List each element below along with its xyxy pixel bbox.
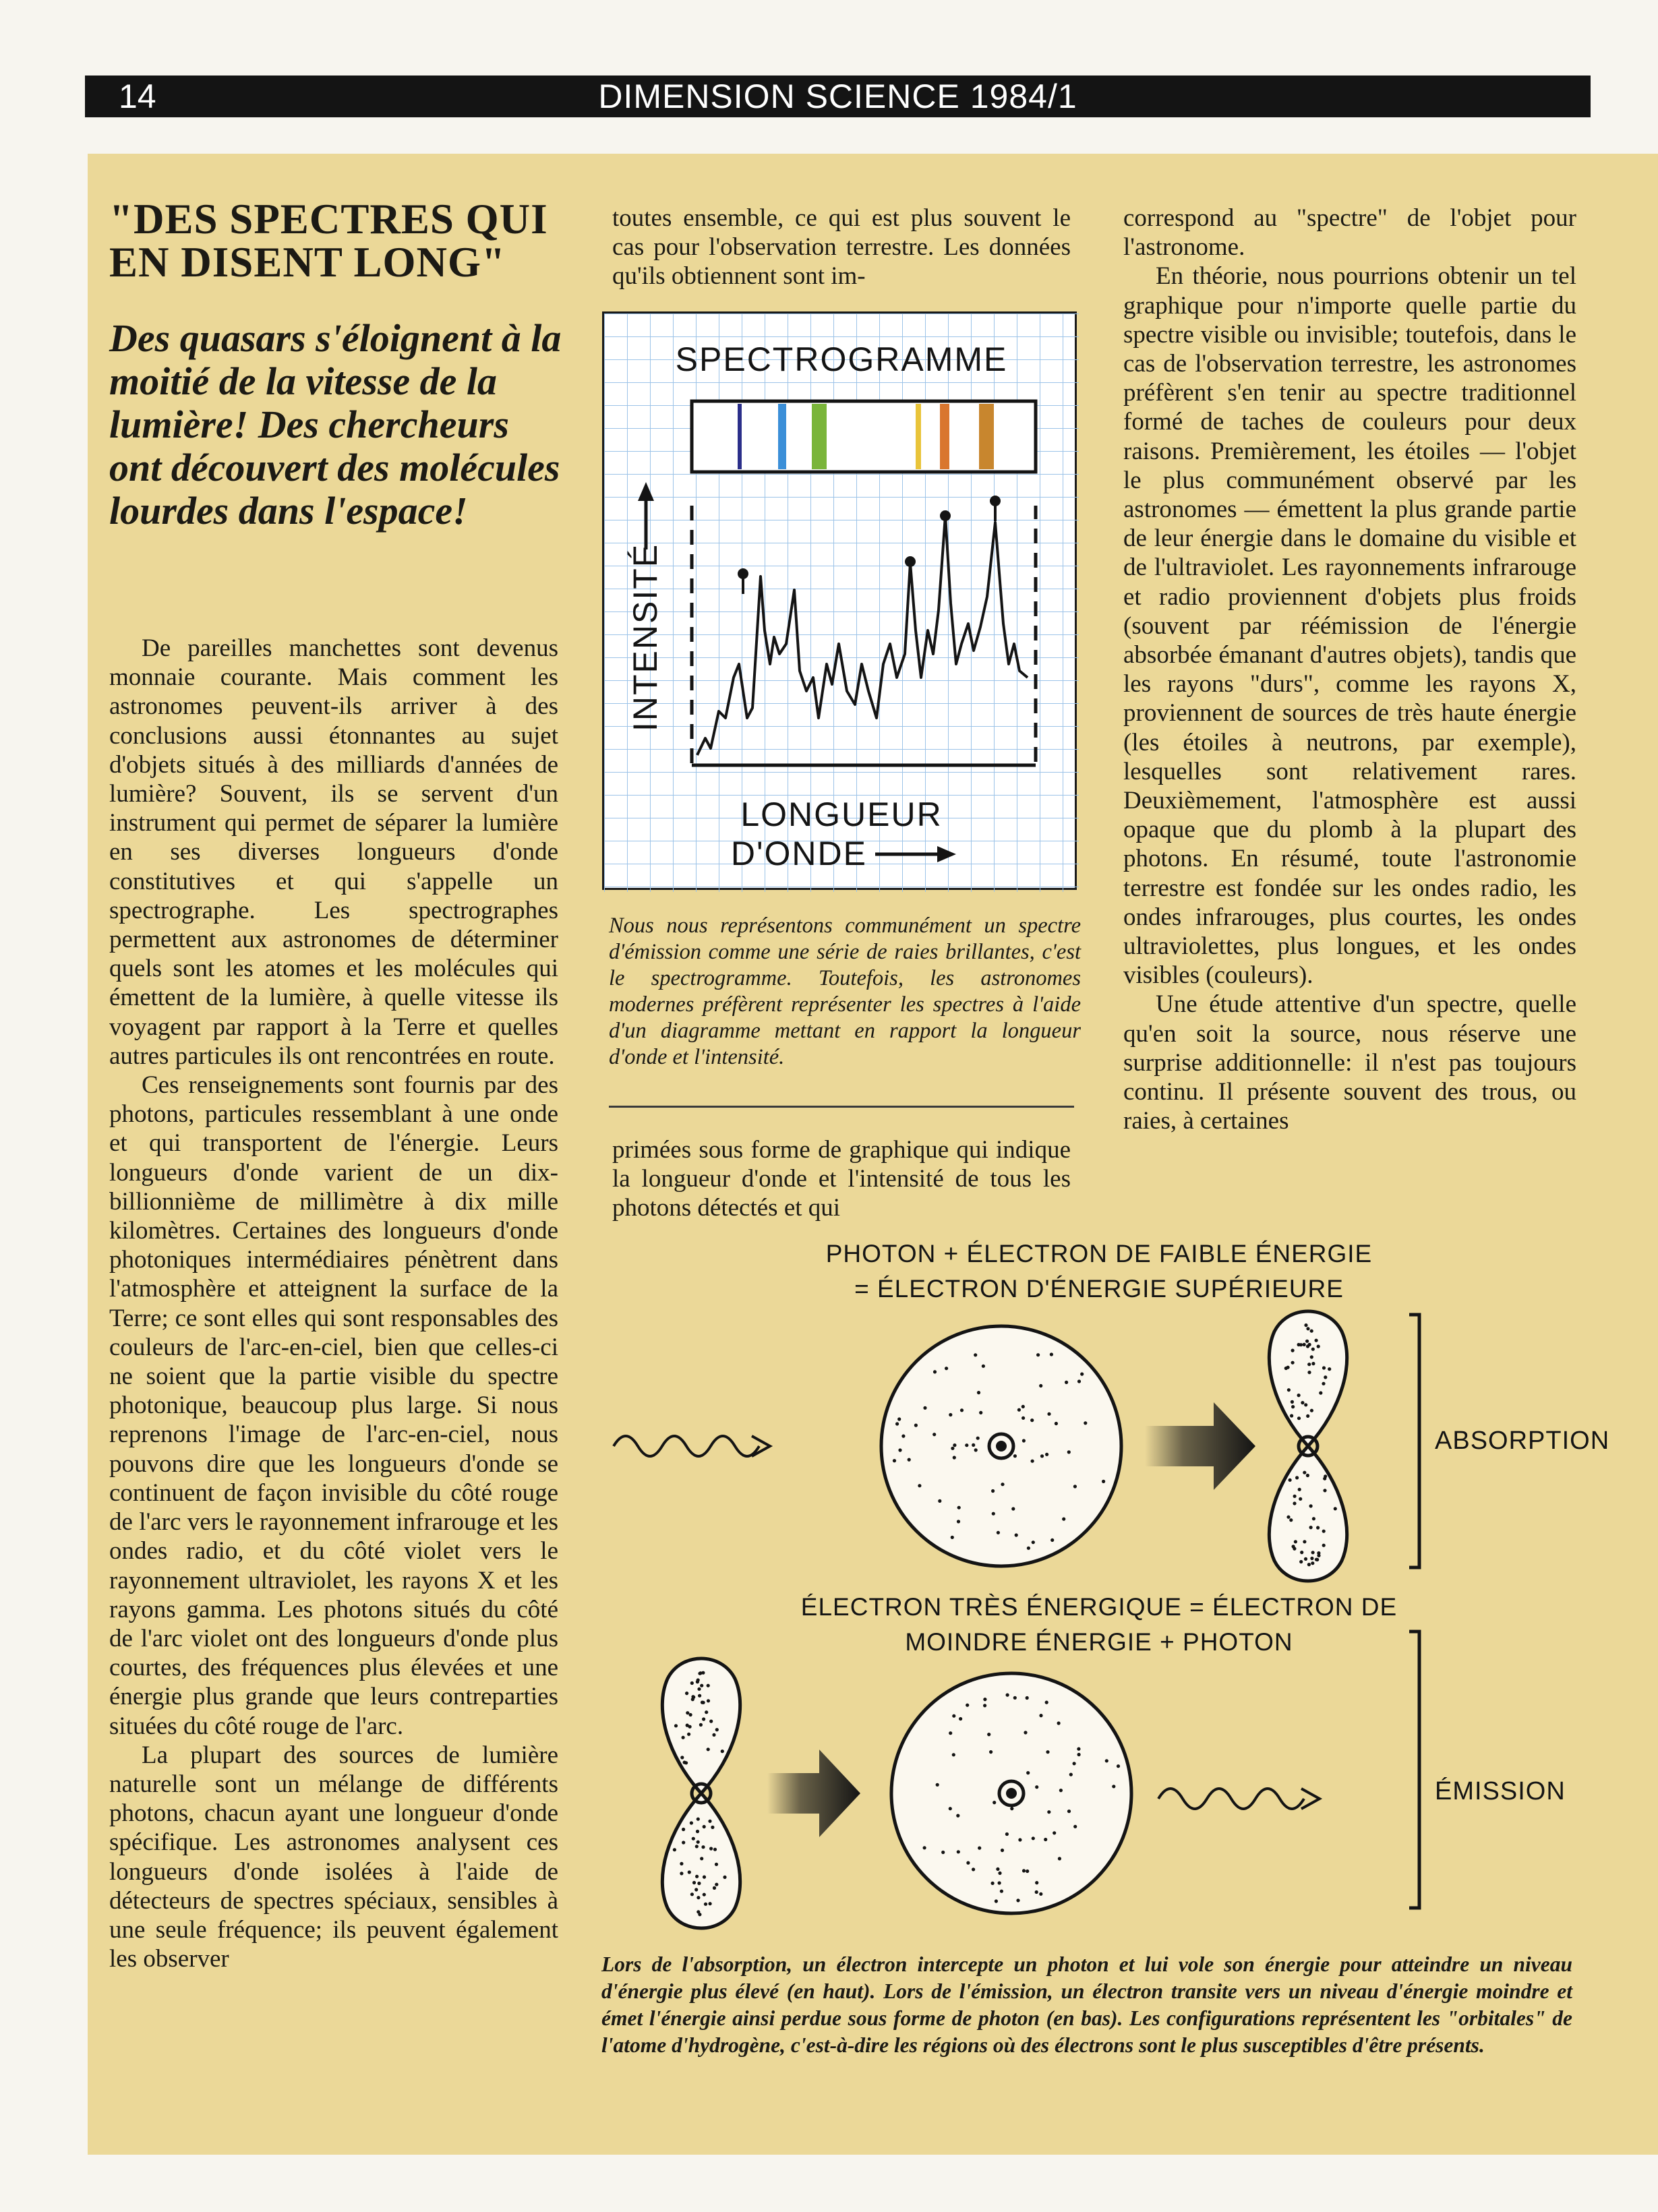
absorption-line2: = ÉLECTRON D'ÉNERGIE SUPÉRIEURE: [854, 1275, 1344, 1303]
high-energy-orbital: [1269, 1311, 1346, 1581]
spectrum-band: [979, 404, 994, 469]
transition-arrow: [767, 1750, 860, 1837]
paragraph: Une étude attentive d'un spectre, quelle qu'en soit la source, nous réserve une surprise additionnelle: il n'est pas toujours continu. Il présente souvent des trous, ou raies, à certaines: [1123, 990, 1576, 1135]
page-number: 14: [119, 78, 156, 115]
spectrum-band: [940, 404, 949, 469]
paragraph: La plupart des sources de lumière naturelle sont un mélange de différents photons, chacun ayant une longueur d'onde spécifique. Les astronomes analysent ces longueurs d'onde isolées à l'aide de détecteurs de spectres spéciaux, sensibles à une seule fréquence; ils peuvent également les observer: [109, 1741, 558, 1973]
emission-label: ÉMISSION: [1435, 1777, 1566, 1805]
x-axis-label-line2: D'ONDE: [730, 835, 867, 872]
column-2-bottom: [612, 1135, 1071, 1223]
spectrogram-figure: [602, 311, 1077, 890]
y-axis-label: INTENSITÉ: [626, 543, 664, 731]
article-subheadline: Des quasars s'éloignent à la moitié de la vitesse de la lumière! Des chercheurs ont découvert des molécules lourdes dans l'espace!: [109, 316, 562, 533]
absorption-line1: PHOTON + ÉLECTRON DE FAIBLE ÉNERGIE: [825, 1240, 1373, 1267]
column-1: [109, 634, 558, 1973]
paragraph: correspond au "spectre" de l'objet pour l'astronome.: [1123, 204, 1576, 262]
publication-title: DIMENSION SCIENCE 1984/1: [598, 78, 1077, 115]
paragraph: En théorie, nous pourrions obtenir un tel graphique pour n'importe quelle partie du spectre visible ou invisible; toutefois, dans le cas de l'observation terrestre, les astronomes préfèrent s'en tenir au spectre traditionnel formé de taches de couleurs pour deux raisons. Premièrement, les étoiles — l'objet le plus communément observé par les astronomes — émettent la plus grande partie de leur énergie dans le domaine du visible et de l'ultraviolet. Les rayonnements infrarouge et radio proviennent d'objets plus froids (souvent par réémission de l'énergie absorbée émanant d'autres objets), tandis que les rayons "durs", comme les rayons X, proviennent de sources de très haute énergie (les étoiles à neutrons, par exemple), lesquelles sont relativement rares. Deuxièmement, l'atmosphère est aussi opaque que du plomb à la plupart des photons. En résumé, toute l'astronomie terrestre est fondée sur les ondes radio, les ondes infrarouges, plus courtes, les ondes ultraviolettes, plus longues, et les ondes visibles (couleurs).: [1123, 262, 1576, 990]
article-headline: "DES SPECTRES QUI EN DISENT LONG": [109, 196, 548, 286]
spectrum-band: [812, 404, 827, 469]
emitted-photon-wave: [1158, 1789, 1304, 1809]
column-3: [1123, 204, 1576, 1136]
absorption-heading: [674, 1236, 1524, 1307]
spectrum-band: [916, 404, 921, 469]
x-axis-label-line1: LONGUEUR: [740, 796, 943, 833]
spectrum-band: [738, 404, 742, 469]
transition-arrow: [1145, 1402, 1255, 1490]
spectrogram-graphic: [604, 313, 1079, 892]
spectrogram-title: SPECTROGRAMME: [675, 340, 1008, 378]
page-header: [85, 76, 1591, 117]
photon-electron-diagram: [593, 1301, 1429, 1935]
absorption-label: ABSORPTION: [1435, 1427, 1610, 1455]
paragraph: primées sous forme de graphique qui indique la longueur d'onde et l'intensité de tous les photons détectés et qui: [612, 1136, 1071, 1222]
emission-line1: ÉLECTRON TRÈS ÉNERGIQUE = ÉLECTRON DE: [800, 1593, 1398, 1621]
high-energy-orbital: [662, 1658, 740, 1928]
emission-line2: MOINDRE ÉNERGIE + PHOTON: [905, 1628, 1293, 1656]
diagram-caption: Lors de l'absorption, un électron intercepte un photon et lui vole son énergie pour atteindre un niveau d'énergie plus élevé (en haut). Lors de l'émission, un électron transite vers un niveau d'énergie moindre et émet l'énergie ainsi perdue sous forme de photon (en bas). Les configurations représentent les "orbitales" de l'atome d'hydrogène, c'est-à-dire les régions où des électrons sont le plus susceptibles d'être présents.: [601, 1952, 1572, 2057]
column-2-top: [612, 204, 1071, 291]
paragraph: Ces renseignements sont fournis par des photons, particules ressemblant à une onde et qui transportent de l'énergie. Leurs longueurs d'onde varient de un dix-billionnième de millimètre à dix mille kilomètres. Certaines des longueurs d'onde photoniques intermédiaires pénètrent dans l'atmosphère et atteignent la surface de la Terre; ce sont elles qui sont responsables des couleurs de l'arc-en-ciel, bien que celles-ci ne soient que la partie visible du spectre photonique, beaucoup plus large. Si nous reprenons l'image de l'arc-en-ciel, nous pouvons dire que les longueurs d'onde se continuent de façon invisible du côté rouge de l'arc vers le rayonnement infrarouge et les ondes radio, et du côté violet vers le rayonnement ultraviolet, les rayons X et les rayons gamma. Les photons situés du côté de l'arc violet ont des longueurs d'onde plus courtes, des fréquences plus élevées et une énergie plus grande que leurs contreparties situées du côté rouge de l'arc.: [109, 1071, 558, 1740]
absorption-bracket: [1409, 1315, 1419, 1567]
spectrogram-caption: Nous nous représentons communément un spectre d'émission comme une série de raies brillantes, c'est le spectrogramme. Toutefois, les astronomes modernes préfèrent représenter les spectres à l'aide d'un diagramme mettant en rapport la longueur d'onde et l'intensité.: [609, 914, 1081, 1069]
divider: [609, 1106, 1074, 1108]
spectrum-band: [778, 404, 786, 469]
incoming-photon-wave: [614, 1436, 759, 1456]
paragraph: De pareilles manchettes sont devenus monnaie courante. Mais comment les astronomes peuvent-ils arriver à des conclusions aussi étonnantes au sujet d'objets situés à des milliards d'années de lumière? Souvent, ils se servent d'un instrument qui permet de séparer la lumière en ses diverses longueurs d'onde constitutives et qui s'appelle un spectrographe. Les spectrographes permettent aux astronomes de déterminer quels sont les atomes et les molécules qui émettent de la lumière, à quelle vitesse ils voyagent par rapport à la Terre et quelles autres particules ils ont rencontrées en route.: [109, 634, 558, 1070]
emission-bracket: [1409, 1632, 1419, 1908]
paragraph: toutes ensemble, ce qui est plus souvent le cas pour l'observation terrestre. Les données qu'ils obtiennent sont im-: [612, 204, 1071, 291]
